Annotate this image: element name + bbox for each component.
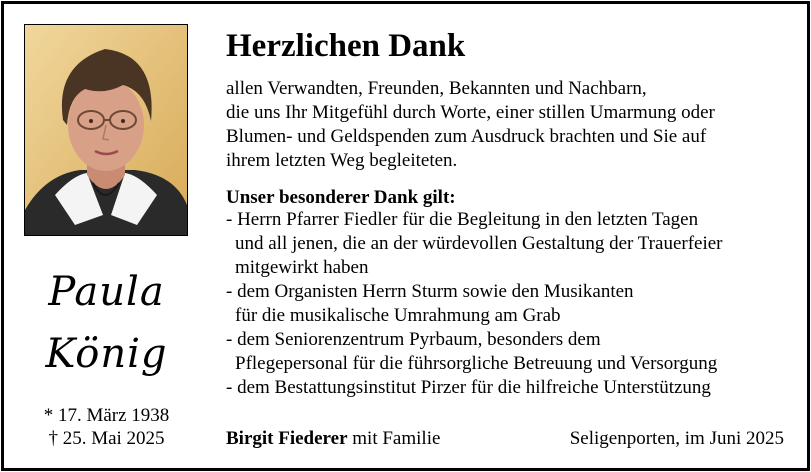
thanks-line: - dem Bestattungsinstitut Pirzer für die hilfreiche Unterstützung <box>226 377 711 398</box>
page-title: Herzlichen Dank <box>226 28 466 64</box>
intro-text <box>226 77 715 173</box>
obituary-card <box>1 1 810 471</box>
death-date: † 25. Mai 2025 <box>48 428 165 449</box>
first-name: Paula <box>48 269 165 315</box>
intro-line: Blumen- und Geldspenden zum Ausdruck brachten und Sie auf <box>226 126 707 147</box>
signature-suffix: mit Familie <box>347 428 441 449</box>
place-date: Seligenporten, im Juni 2025 <box>569 428 784 449</box>
thanks-line: und all jenen, die an der würdevollen Gestaltung der Trauerfeier <box>235 233 723 254</box>
birth-date: * 17. März 1938 <box>43 405 170 426</box>
last-name: König <box>45 331 168 377</box>
signature <box>226 427 440 451</box>
thanks-line: für die musikalische Umrahmung am Grab <box>235 305 561 326</box>
intro-line: die uns Ihr Mitgefühl durch Worte, einer stillen Umarmung oder <box>226 102 715 123</box>
thanks-line: Pflegepersonal für die führsorgliche Betreuung und Versorgung <box>235 353 718 374</box>
thanks-list <box>226 208 723 400</box>
intro-line: allen Verwandten, Freunden, Bekannten und Nachbarn, <box>226 78 647 99</box>
portrait-image <box>25 25 187 235</box>
signature-name: Birgit Fiederer <box>226 428 348 449</box>
thanks-line: - dem Organisten Herrn Sturm sowie den Musikanten <box>226 281 634 302</box>
thanks-line: mitgewirkt haben <box>235 257 369 278</box>
thanks-line: - dem Seniorenzentrum Pyrbaum, besonders dem <box>226 329 601 350</box>
intro-line: ihrem letzten Weg begleiteten. <box>226 150 458 171</box>
portrait-photo <box>24 24 188 236</box>
special-thanks-heading: Unser besonderer Dank gilt: <box>226 187 456 208</box>
thanks-line: - Herrn Pfarrer Fiedler für die Begleitung in den letzten Tagen <box>226 209 699 230</box>
